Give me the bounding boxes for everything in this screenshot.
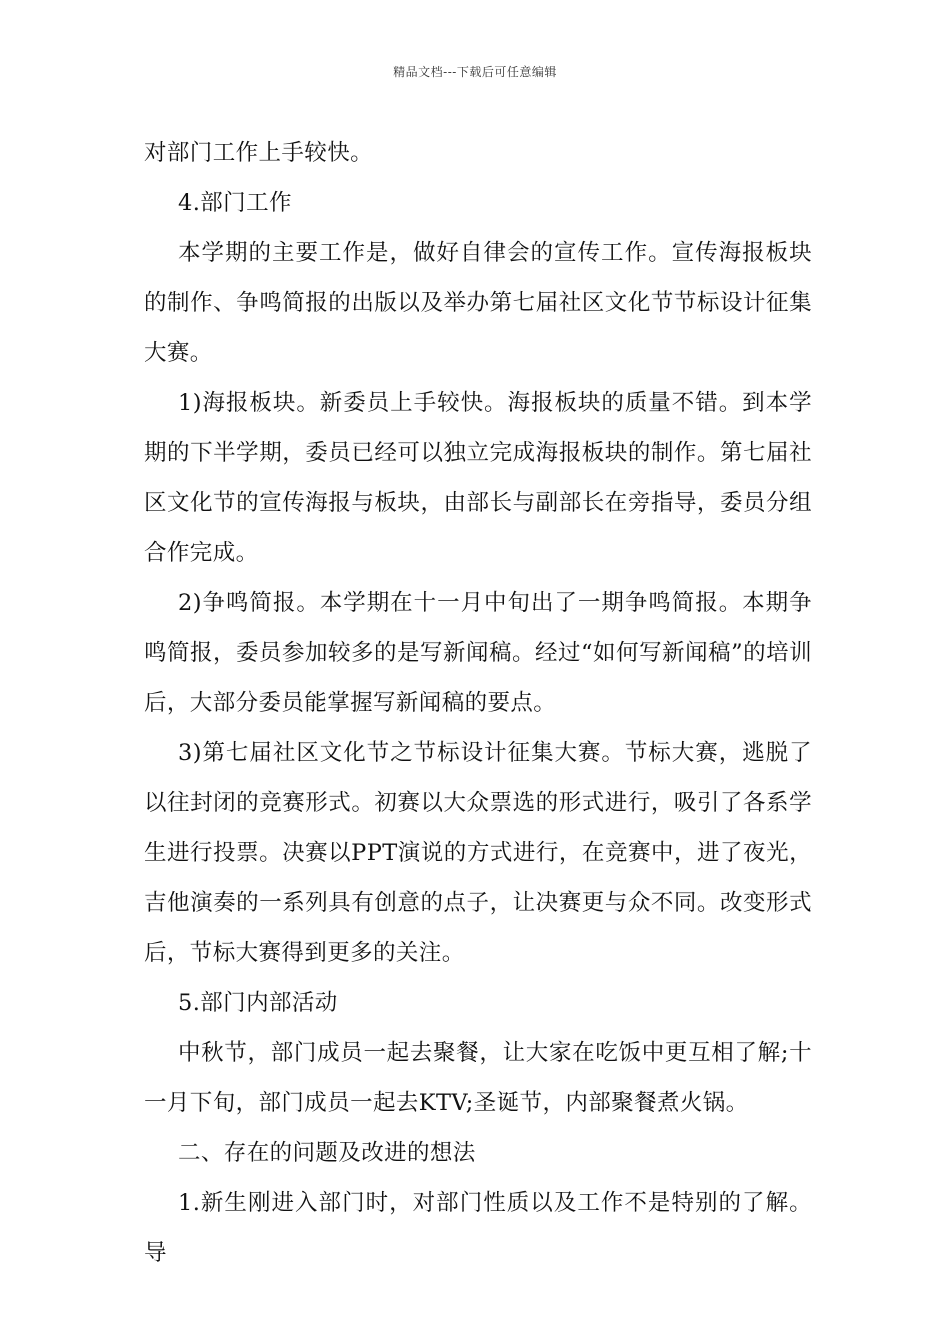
section-heading-problems: 二、存在的问题及改进的想法 [178,1140,476,1166]
paragraph-bulletin: 2)争鸣简报。本学期在十一月中旬出了一期争鸣简报。本期争鸣简报，委员参加较多的是写新闻稿。经过“如何写新闻稿”的培训后，大部分委员能掌握写新闻稿的要点。 [144,590,812,716]
paragraph-continuation: 对部门工作上手较快。 [144,140,374,166]
paragraph-problem-1: 1.新生刚进入部门时，对部门性质以及工作不是特别的了解。导 [144,1190,812,1266]
paragraph-poster-board: 1)海报板块。新委员上手较快。海报板块的质量不错。到本学期的下半学期，委员已经可以独立完成海报板块的制作。第七届社区文化节的宣传海报与板块，由部长与副部长在旁指导，委员分组合作完成。 [144,390,812,566]
section-heading-internal-activities: 5.部门内部活动 [178,990,338,1016]
document-body [144,128,812,1278]
section-heading-department-work: 4.部门工作 [178,190,292,216]
page-header: 精品文档---下载后可任意编辑 [393,65,557,79]
paragraph-internal-activities: 中秋节，部门成员一起去聚餐，让大家在吃饭中更互相了解;十一月下旬，部门成员一起去KTV;圣诞节，内部聚餐煮火锅。 [144,1040,812,1116]
paragraph-logo-contest: 3)第七届社区文化节之节标设计征集大赛。节标大赛，逃脱了以往封闭的竞赛形式。初赛以大众票选的形式进行，吸引了各系学生进行投票。决赛以PPT演说的方式进行，在竞赛中，进了夜光，吉他演奏的一系列具有创意的点子，让决赛更与众不同。改变形式后，节标大赛得到更多的关注。 [144,740,812,966]
paragraph-main-work: 本学期的主要工作是，做好自律会的宣传工作。宣传海报板块的制作、争鸣简报的出版以及举办第七届社区文化节节标设计征集大赛。 [144,240,812,366]
